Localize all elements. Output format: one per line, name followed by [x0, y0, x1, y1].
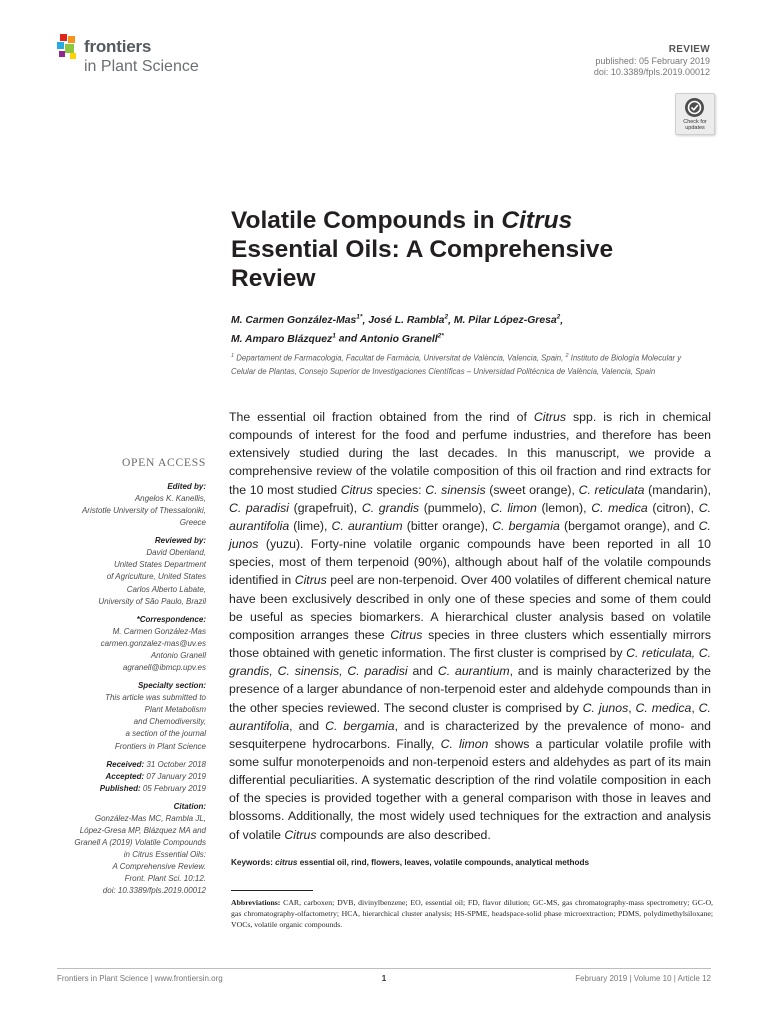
abstract-italic-term: C. reticulata [578, 482, 645, 497]
abstract-text: , and [289, 718, 326, 733]
accepted-label: Accepted: [105, 771, 145, 781]
abstract-text: shows a particular volatile profile with some sulfur monoterpenoids and non-terpenoid esters and aldehydes as part of its main differential peculiarities. A systematic description of the rind volatile composition in each of the species is provided together with a general comparison with those in leaves and blossoms. Additionally, the most widely used techniques for the extraction and analysis of volatile [229, 736, 712, 842]
abstract-italic-term: C. medica [635, 700, 692, 715]
abstract-text: (citron), [647, 500, 699, 515]
abstract-text: (yuzu). Forty-nine volatile organic compounds have been reported in all 10 species, most of them terpenoid (90%), although about half of the volatile compounds identified in [229, 537, 711, 588]
citation-doi[interactable]: doi: 10.3389/fpls.2019.00012 [102, 886, 206, 896]
abstract-italic-term: C. bergamia [325, 718, 395, 733]
abstract-text: species in three clusters which essentially mirrors those obtained with genetic information. The first cluster is comprised by [229, 627, 711, 661]
author-affiliation: 2 [556, 314, 561, 321]
correspondent-email[interactable]: carmen.gonzalez-mas@uv.es [100, 638, 206, 648]
abstract-italic-term: C. reticulata, C. grandis, C. sinensis, C. paradisi [229, 646, 711, 679]
abstract-italic-term: Citrus [340, 482, 373, 497]
edited-by-heading: Edited by: [167, 482, 206, 491]
abstract-italic-term: Citrus [294, 573, 327, 588]
published-date: published: 05 February 2019 [595, 56, 710, 66]
author-affiliation: 1 [356, 314, 360, 321]
abstract-italic-term: C. limon [440, 736, 489, 751]
specialty-line: Frontiers in Plant Science [114, 741, 206, 751]
abstract-text: The essential oil fraction obtained from the rind of [229, 410, 534, 424]
author-separator: , [448, 315, 454, 327]
abstract-italic-term: C. paradisi [229, 500, 289, 515]
author-name: Antonio Granell [359, 333, 438, 345]
abstract-text: species: [372, 482, 426, 497]
abbreviations-text: CAR, carboxen; DVB, divinylbenzene; EO, essential oil; FD, flavor dilution; GC-MS, gas chromatography-mass spectrometry; GC-O, gas chromatography-olfactometry; HCA, hierarchical cluster analysis; HS-SPME, headspace-solid phase microextraction; PDMS, polydimethylsiloxane; VOCs, volatile organic compounds. [231, 898, 713, 930]
reviewer-line: Carlos Alberto Labate, [126, 584, 206, 594]
abstract-italic-term: C. aurantifolia [229, 500, 712, 533]
author-corresponding-mark: * [441, 332, 444, 340]
author[interactable] [231, 315, 362, 326]
author[interactable] [368, 315, 448, 326]
received-value: 31 October 2018 [144, 759, 206, 769]
specialty-line: and Chemodiversity, [133, 717, 206, 727]
abstract-text: compounds are also described. [316, 827, 491, 842]
specialty-line: a section of the journal [125, 729, 206, 739]
author-affiliation: 1 [332, 332, 336, 340]
editor-line: Greece [179, 518, 206, 528]
title-part-3: Review [231, 265, 316, 292]
abstract-italic-term: C. sinensis [425, 482, 486, 497]
received-label: Received: [106, 759, 145, 769]
author-name: José L. Rambla [368, 315, 445, 327]
correspondent-email[interactable]: agranell@ibmcp.upv.es [122, 663, 206, 673]
author-separator: , [362, 315, 369, 327]
citation-heading: Citation: [173, 801, 206, 811]
abstract-text: , and is mainly characterized by the presence of a larger abundance of non-terpenoid ester and aldehyde compounds than in the other species reviewed. The second cluster is comprised by [229, 664, 711, 715]
author-affiliation: 2 [444, 314, 449, 321]
footer-rule [57, 968, 711, 969]
abstract-text: (pummelo), [419, 500, 491, 515]
keywords-label: Keywords: [231, 858, 273, 867]
correspondent-name: M. Carmen González-Mas [112, 626, 206, 636]
citation-line: Front. Plant Sci. 10:12. [124, 874, 206, 884]
article-title [231, 206, 711, 293]
reviewer-line: David Obenland, [146, 548, 206, 558]
page-number: 1 [381, 974, 387, 983]
abstract-text: and [407, 664, 438, 679]
footer-issue-info: February 2019 | Volume 10 | Article 12 [575, 974, 711, 983]
title-part-1: Volatile Compounds in [231, 207, 502, 234]
abbreviations [231, 897, 713, 930]
reviewed-by-heading: Reviewed by: [154, 536, 206, 546]
abstract-text: , [628, 700, 636, 715]
abstract-italic-term: Citrus [284, 827, 317, 842]
keywords [231, 857, 713, 869]
check-updates-icon [684, 97, 705, 118]
article-type: REVIEW [668, 44, 710, 55]
article-sidebar [6, 456, 206, 898]
affiliation-number: 2 [565, 353, 569, 359]
abstract-italic-term: C. aurantium [437, 664, 510, 679]
reviewer-line: United States Department [113, 560, 206, 570]
frontiers-logo-icon [57, 34, 81, 62]
specialty-line: This article was submitted to [105, 693, 206, 703]
editor-line: Aristotle University of Thessaloniki, [81, 506, 206, 516]
affiliation-number: 1 [231, 353, 235, 359]
published-value: 05 February 2019 [140, 783, 206, 793]
abstract-text: , and is characterized by the prevalence of mono- and sesquiterpene hydrocarbons. Finally, [229, 718, 711, 751]
received-date [6, 759, 206, 771]
correspondent-name: Antonio Granell [150, 650, 206, 660]
doi-link[interactable]: doi: 10.3389/fpls.2019.00012 [593, 67, 710, 77]
keywords-italic: citrus [275, 858, 298, 867]
abstract-text: (lemon), [536, 500, 592, 515]
check-for-updates-button[interactable] [675, 93, 715, 135]
citation-line: Granell A (2019) Volatile Compounds [74, 838, 206, 848]
citation-line: A Comprehensive Review. [112, 862, 206, 872]
abstract-italic-term: C. aurantifolia [229, 700, 711, 733]
abstract-italic-term: C. aurantium [331, 518, 403, 533]
citation-line: in Citrus Essential Oils: [123, 850, 206, 860]
frontiers-logo[interactable] [57, 34, 227, 80]
abstract-italic-term: C. grandis [361, 500, 420, 515]
author[interactable] [231, 334, 336, 345]
open-access-label: OPEN ACCESS [121, 456, 206, 469]
reviewer-line: University of São Paulo, Brazil [98, 596, 206, 606]
abstract-text: (grapefruit), [289, 500, 362, 515]
accepted-date [6, 771, 206, 783]
author-separator: and [335, 333, 360, 345]
published-date-sidebar [6, 783, 206, 795]
author-name: M. Pilar López-Gresa [453, 315, 557, 327]
abstract-text: spp. is rich in chemical compounds of interest for the food and perfume industries, and therefore has been extensively studied during the last decades. In this manuscript, we provide a comprehensive review of the volatile composition of this oil fraction and rind extracts for the 10 most studied [229, 410, 711, 497]
accepted-value: 07 January 2019 [144, 771, 206, 781]
logo-journal: in Plant Science [84, 58, 199, 75]
check-updates-label: Check for updates [683, 119, 707, 131]
affiliation-text: Instituto de Biología Molecular y Celular de Plantas, Consejo Superior de Investigaciones Científicas – Universidad Politécnica de València, Valencia, Spain [231, 353, 682, 377]
author-corresponding-mark: * [359, 314, 363, 321]
logo-name: frontiers [84, 37, 152, 56]
abstract-italic-term: C. limon [490, 500, 537, 515]
abstract-italic-term: Citrus [533, 410, 567, 424]
citation-line: González-Mas MC, Rambla JL, [94, 813, 206, 823]
abstract-italic-term: C. medica [591, 500, 648, 515]
abstract-text: (sweet orange), [485, 482, 579, 497]
abstract-text: (lime), [289, 518, 332, 533]
abstract-italic-term: Citrus [390, 627, 423, 642]
abstract-italic-term: C. junos [582, 700, 629, 715]
citation-line: López-Gresa MP, Blázquez MA and [79, 825, 206, 835]
abstract-italic-term: C. junos [229, 518, 711, 552]
author[interactable] [360, 334, 444, 345]
abstract-text: (bergamot orange), and [559, 518, 699, 533]
abstract-text: peel are non-terpenoid. Over 400 volatiles of different chemical nature have been exclusively described in only one of these species and some of them could be useful as species biomarkers. A hierarchical cluster analysis based on volatile composition arranges these [229, 573, 711, 642]
correspondence-heading: *Correspondence: [136, 614, 206, 624]
specialty-heading: Specialty section: [137, 681, 206, 691]
abbreviations-label: Abbreviations: [231, 898, 281, 907]
published-label: Published: [99, 783, 141, 793]
author[interactable] [454, 315, 560, 326]
footnote-rule [231, 890, 313, 891]
author-separator: , [560, 315, 564, 327]
abstract-italic-term: C. bergamia [492, 518, 560, 533]
specialty-line: Plant Metabolism [144, 705, 206, 715]
editor-line: Angelos K. Kanellis, [134, 494, 206, 503]
footer-journal-link[interactable]: Frontiers in Plant Science | www.frontiersin.org [57, 974, 223, 983]
abstract-text: (bitter orange), [402, 518, 493, 533]
author-name: M. Amparo Blázquez [231, 333, 333, 345]
abstract [229, 408, 711, 844]
affiliations [231, 350, 691, 379]
keywords-text: essential oil, rind, flowers, leaves, volatile compounds, analytical methods [297, 858, 590, 867]
reviewer-line: of Agriculture, United States [106, 572, 206, 582]
affiliation-text: Departament de Farmacologia, Facultat de Farmàcia, Universitat de València, Valencia, Spain, [234, 353, 566, 363]
author-name: M. Carmen González-Mas [231, 315, 357, 327]
abstract-text: , [691, 700, 699, 715]
author-list [231, 310, 711, 347]
article-meta [490, 44, 710, 78]
abstract-text: (mandarin), [644, 482, 711, 497]
title-part-2: Essential Oils: A Comprehensive [231, 236, 614, 263]
title-part-1-italic: Citrus [501, 207, 573, 234]
author-affiliation: 2 [437, 332, 442, 340]
